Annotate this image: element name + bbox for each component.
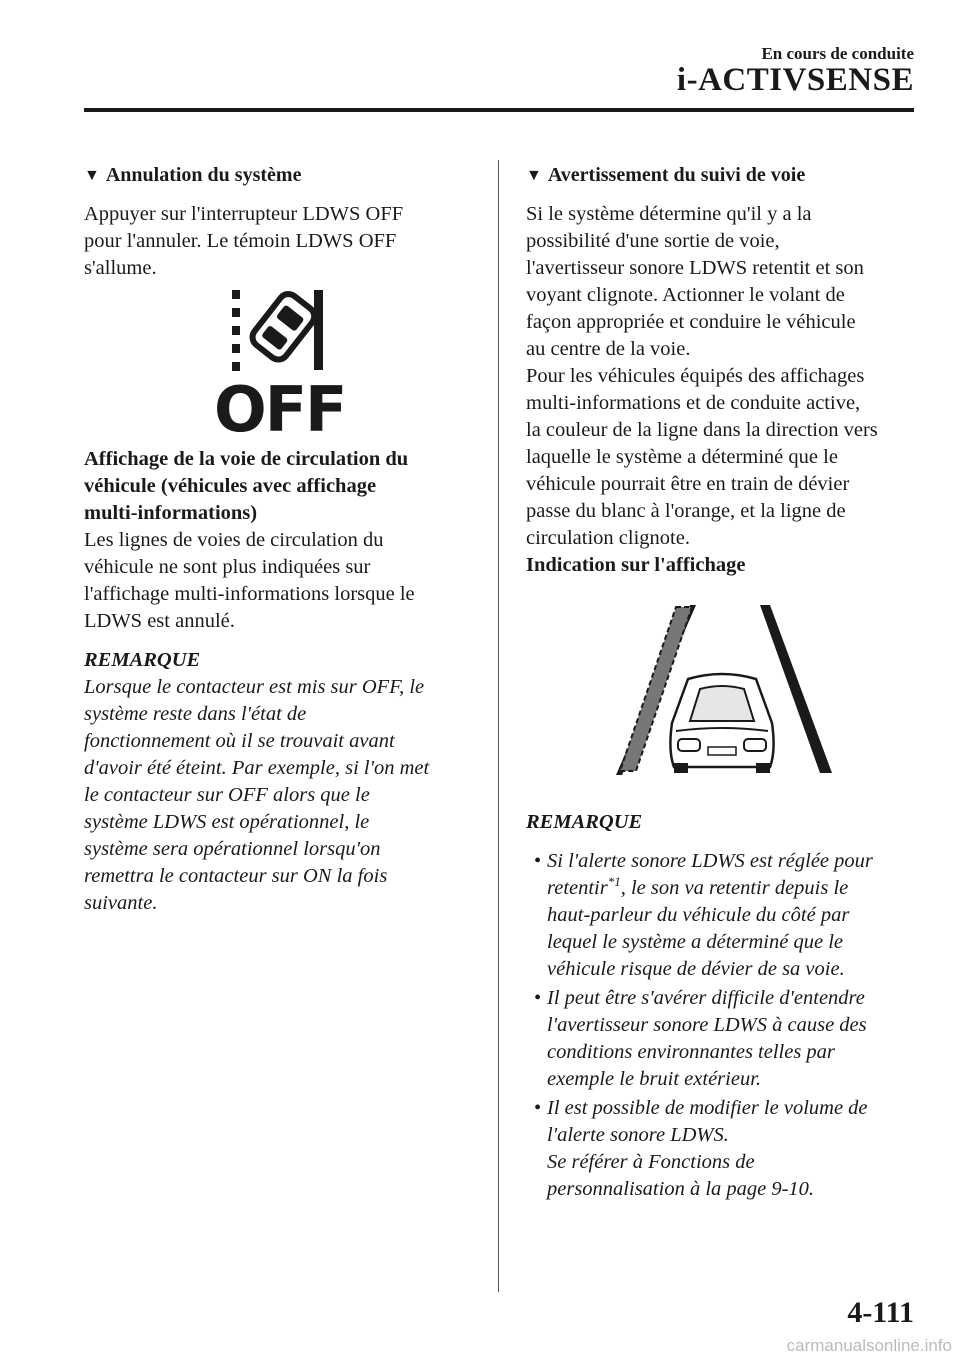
car-rear-icon [670,674,773,773]
off-label: OFF [214,373,346,446]
cancel-paragraph: Appuyer sur l'interrupteur LDWS OFF pour l'annuler. Le témoin LDWS OFF s'allume. [84,203,404,279]
ldws-off-indicator-icon [212,288,346,446]
lane-display-paragraph: Les lignes de voies de circulation du véhicule ne sont plus indiquées sur l'affichage multi-informations lorsque le LDWS est annulé. [84,529,415,632]
right-column [526,162,918,1205]
section-title: i-ACTIVSENSE [676,62,914,98]
triangle-marker-icon: ▼ [84,167,100,184]
page-number: 4-111 [847,1296,914,1329]
bullet-icon: • [534,850,542,872]
note-label: REMARQUE [526,811,643,833]
heading-lane-warning: ▼ Avertissement du suivi de voie [526,162,918,189]
left-column [84,162,476,917]
column-divider [498,160,499,1292]
heading-system-cancel: ▼ Annulation du système [84,162,476,189]
lane-display-heading: Affichage de la voie de circulation du véhicule (véhicules avec affichage multi-informations) [84,448,409,524]
note-paragraph: Lorsque le contacteur est mis sur OFF, le système reste dans l'état de fonctionnement où il se trouvait avant d'avoir été éteint. Par exemple, si l'on met le contacteur sur OFF alors que le système LDWS est opérationnel, le système sera opérationnel lorsqu'on remettra le contacteur sur ON la fois suivante. [84,676,430,914]
lane-departure-display-figure [610,599,834,783]
triangle-marker-icon: ▼ [526,167,542,184]
section-subtitle: En cours de conduite [761,44,914,63]
lane-warning-paragraph: Si le système détermine qu'il y a la possibilité d'une sortie de voie, l'avertisseur sonore LDWS retentit et son voyant clignote. Actionner le volant de façon appropriée et conduire le véhicule au centre de la voie. Pour les véhicules équipés des affichages multi-informations et de conduite active, la couleur de la ligne dans la direction vers laquelle le système a déterminé que le véhicule pourrait être en train de dévier passe du blanc à l'orange, et la ligne de circulation clignote. [526,203,878,549]
note-item: • Il peut être s'avérer difficile d'entendre l'avertisseur sonore LDWS à cause des conditions environnantes telles par exemple le bruit extérieur. [534,987,867,1090]
bullet-icon: • [534,1097,542,1119]
note-item: • Si l'alerte sonore LDWS est réglée pour retentir$^{*1}$, le son va retentir depuis le haut-parleur du véhicule du côté par lequel le système a déterminé que le véhicule risque de dévier de sa voie. [534,850,873,980]
watermark-link[interactable]: carmanualsonline.info [786,1336,952,1355]
display-indication-heading: Indication sur l'affichage [526,554,746,576]
header-rule [84,108,914,112]
note-label: REMARQUE [84,649,201,671]
note-item: • Il est possible de modifier le volume de l'alerte sonore LDWS. Se référer à Fonctions de personnalisation à la page 9-10. [534,1097,868,1200]
bullet-icon: • [534,987,542,1009]
